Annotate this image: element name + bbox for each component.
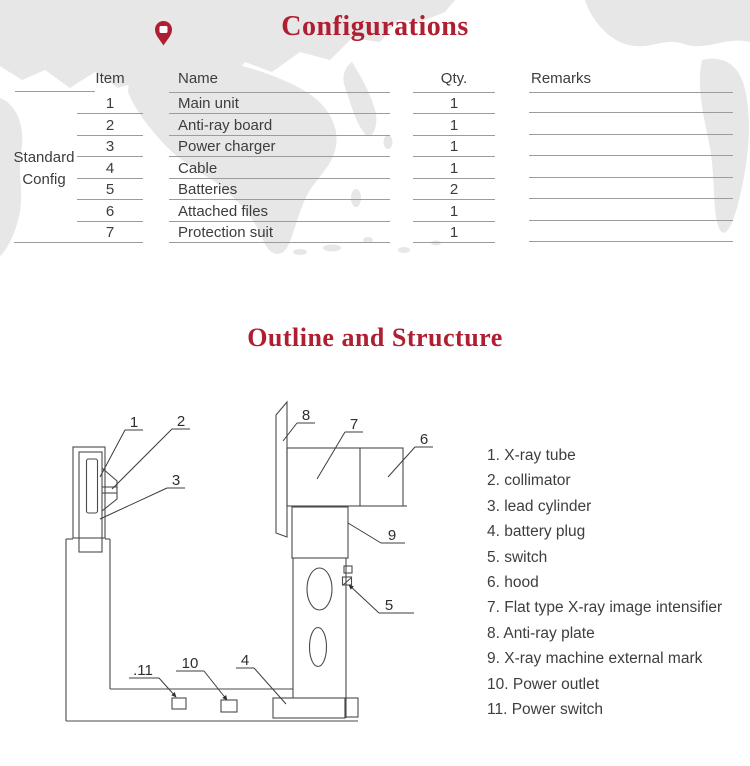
parts-list-item: 2. collimator <box>487 472 571 490</box>
label-3: 3 <box>171 472 181 489</box>
label-11: .11 <box>133 662 153 679</box>
column-header-remarks: Remarks <box>531 70 592 87</box>
parts-list-item: 1. X-ray tube <box>487 447 576 464</box>
table-cell-name: Main unit <box>178 95 239 112</box>
anti-ray-plate <box>276 402 287 537</box>
table-cell-name: Anti-ray board <box>178 117 273 134</box>
parts-list-item: 5. switch <box>487 548 548 566</box>
table-cell-item: 6 <box>105 203 115 220</box>
column-header-qty: Qty. <box>440 70 468 87</box>
table-cell-item: 7 <box>105 224 115 241</box>
label-4: 4 <box>240 652 250 669</box>
table-cell-item: 4 <box>105 160 115 177</box>
column-header-name: Name <box>178 70 219 87</box>
lower-oval <box>310 628 327 667</box>
support-column <box>293 558 352 718</box>
table-cell-qty: 1 <box>449 160 459 177</box>
table-cell-qty: 1 <box>449 224 459 241</box>
parts-list-item: 10. Power outlet <box>487 675 600 693</box>
switch-knob <box>344 566 352 573</box>
page-title-configurations: Configurations <box>281 11 469 42</box>
parts-list <box>487 443 722 722</box>
table-cell-item: 3 <box>105 138 115 155</box>
table-cell-qty: 1 <box>449 95 459 112</box>
table-cell-qty: 1 <box>449 138 459 155</box>
label-6: 6 <box>419 431 429 448</box>
label-7: 7 <box>349 416 359 433</box>
table-cell-qty: 1 <box>449 203 459 220</box>
table-cell-name: Power charger <box>178 138 276 155</box>
xray-tube-assembly <box>73 447 117 552</box>
power-outlet-box <box>221 700 237 712</box>
parts-list-item: 6. hood <box>487 574 539 592</box>
parts-list-item: 8. Anti-ray plate <box>487 624 595 642</box>
table-cell-qty: 2 <box>449 181 459 198</box>
external-mark-oval <box>307 568 332 610</box>
intensifier-hood-box <box>287 448 403 506</box>
table-cell-qty: 1 <box>449 117 459 134</box>
parts-list-item: 4. battery plug <box>487 523 586 541</box>
parts-list-item: 11. Power switch <box>487 701 604 719</box>
table-cell-item: 5 <box>105 181 115 198</box>
label-5: 5 <box>384 597 394 614</box>
label-2: 2 <box>176 413 186 430</box>
label-8: 8 <box>301 407 311 424</box>
column-header-item: Item <box>95 70 125 87</box>
label-1: 1 <box>129 414 139 431</box>
neck-box <box>292 507 348 558</box>
table-cell-name: Attached files <box>178 203 269 220</box>
parts-list-item: 3. lead cylinder <box>487 497 592 515</box>
parts-list-item: 7. Flat type X-ray image intensifier <box>487 599 723 617</box>
table-cell-name: Batteries <box>178 181 238 198</box>
parts-list-item: 9. X-ray machine external mark <box>487 650 703 668</box>
section-title-outline-structure: Outline and Structure <box>247 323 503 352</box>
table-cell-item: 1 <box>105 95 115 112</box>
label-10: 10 <box>181 655 199 672</box>
power-switch-box <box>172 698 186 709</box>
table-cell-name: Cable <box>178 160 218 177</box>
table-cell-name: Protection suit <box>178 224 274 241</box>
label-9: 9 <box>387 527 397 544</box>
table-group-label: Standard Config <box>13 149 75 188</box>
table-cell-item: 2 <box>105 117 115 134</box>
